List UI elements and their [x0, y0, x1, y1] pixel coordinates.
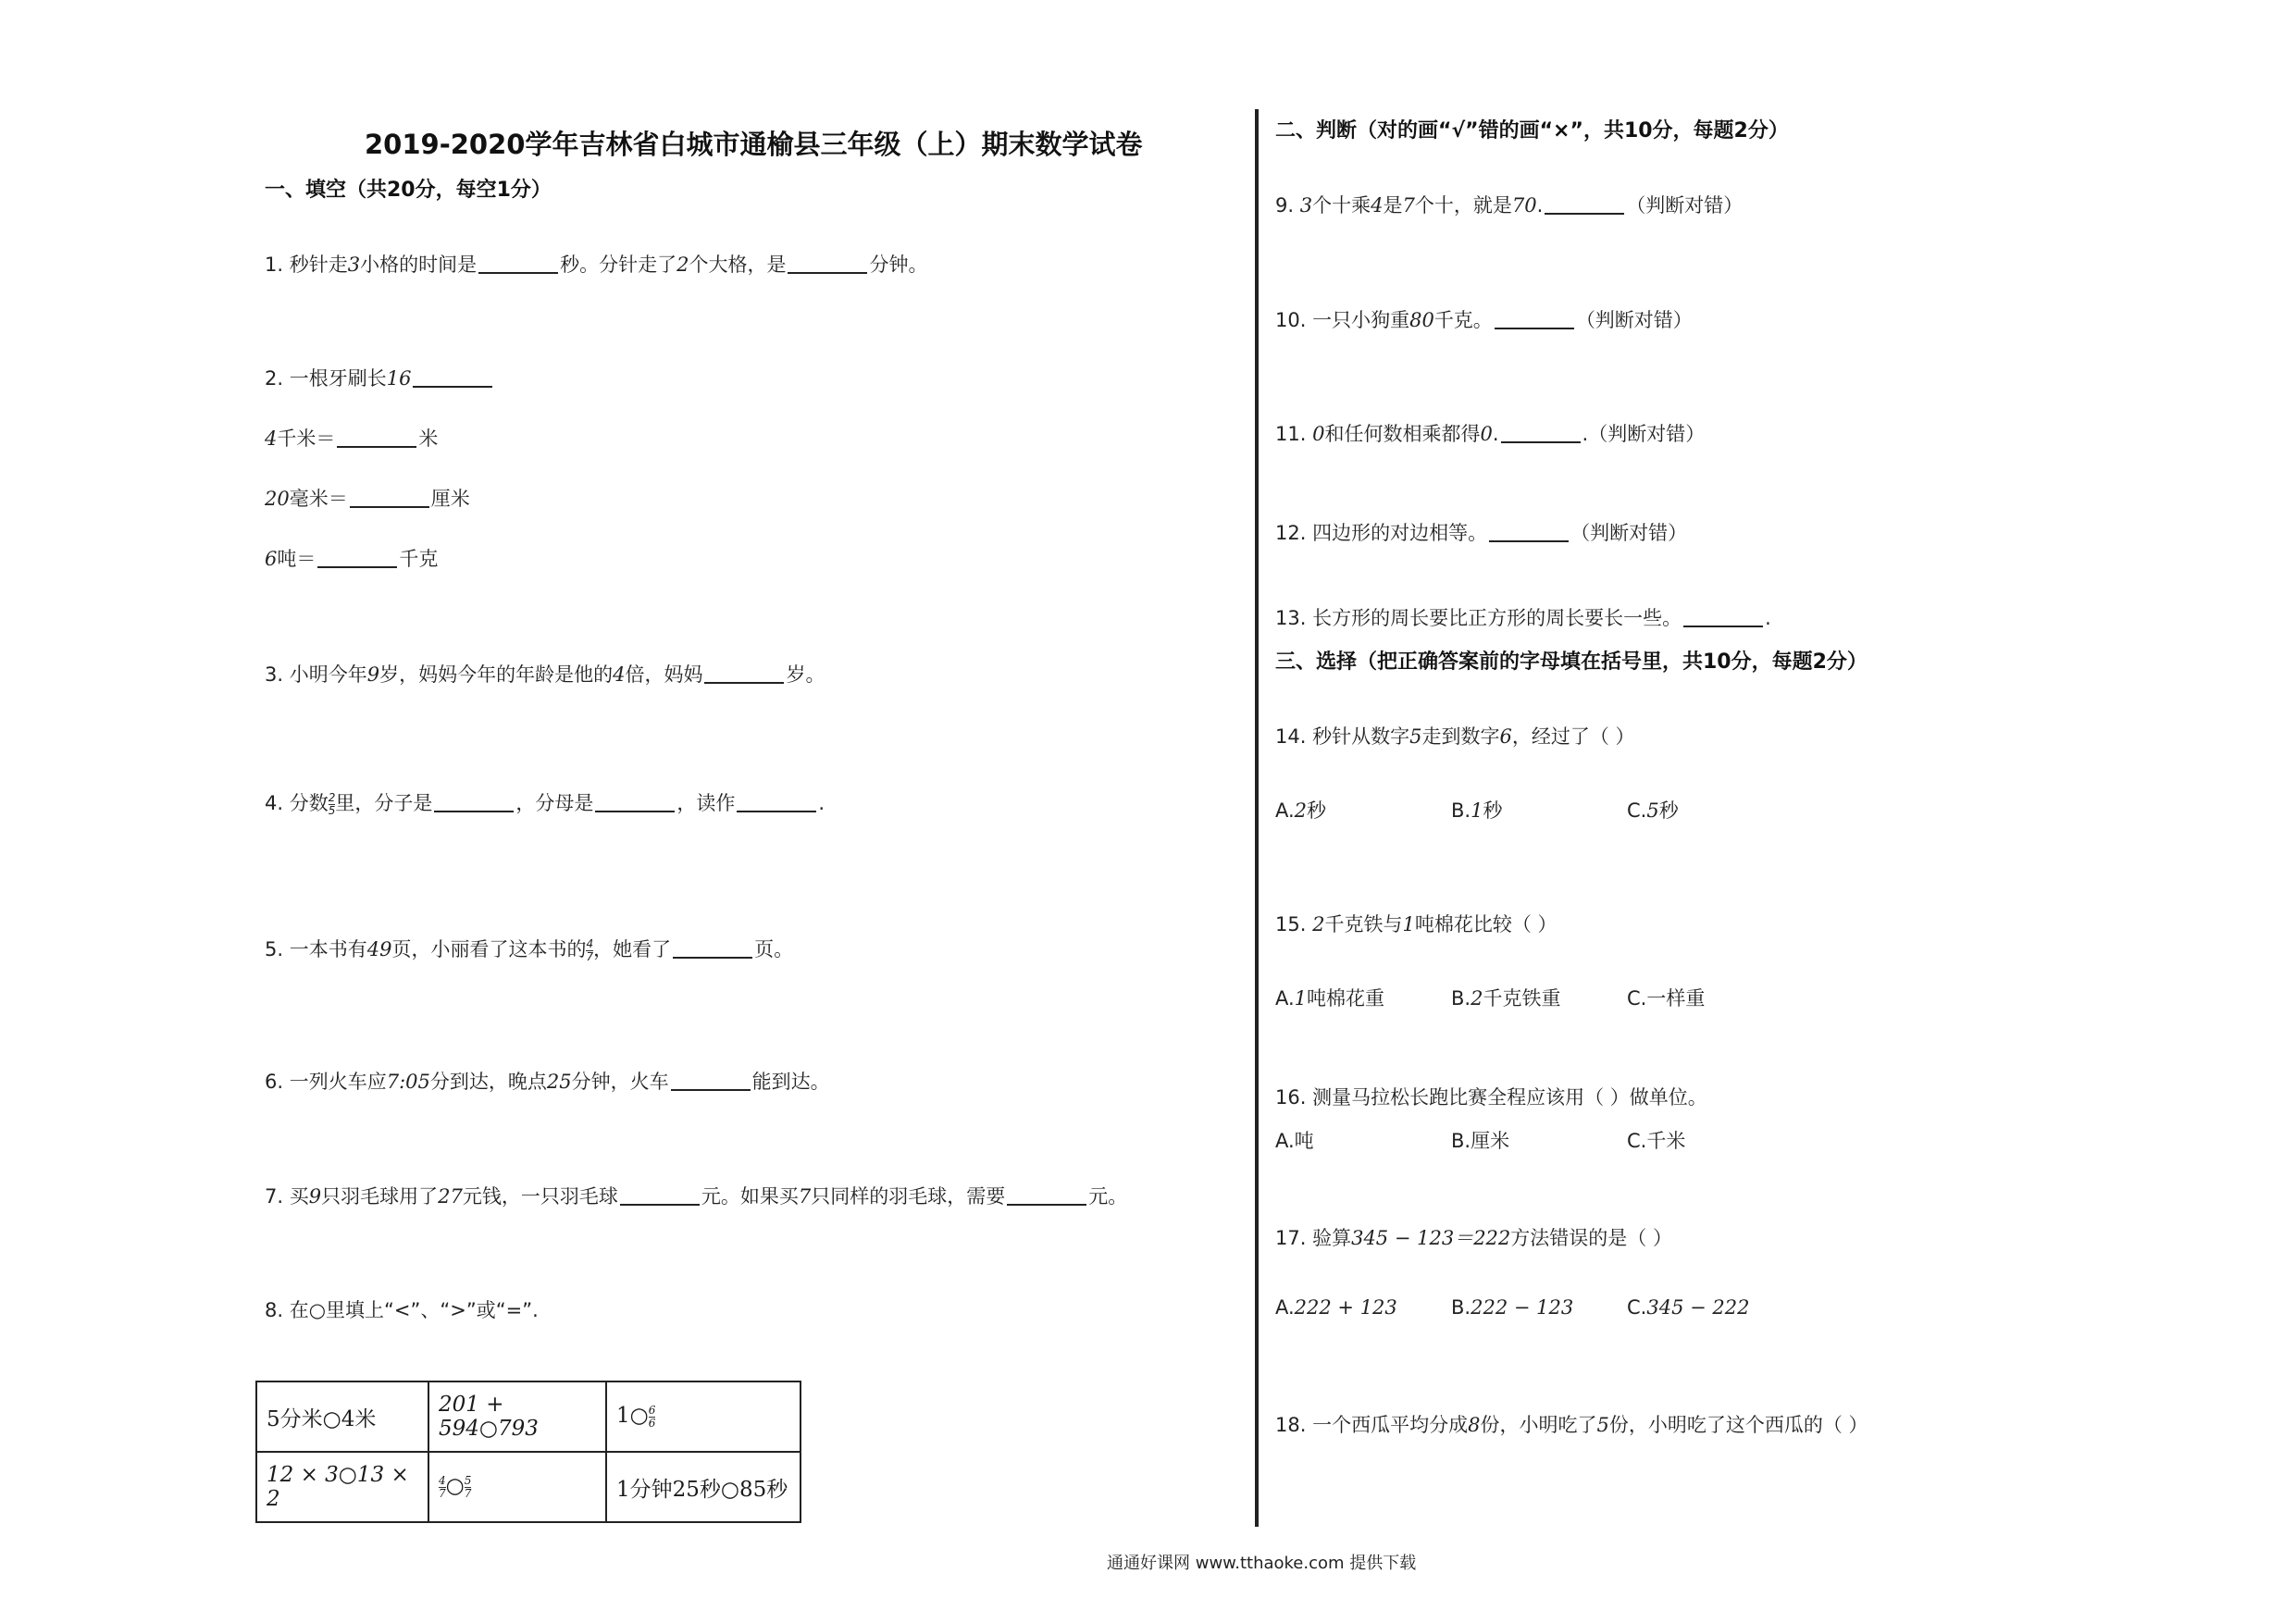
- question-6: 6. 一列火车应7:05分到达，晚点25分钟，火车 能到达。: [265, 1071, 830, 1093]
- question-1: 1. 秒针走3小格的时间是 秒。分针走了2个大格，是 分钟。: [265, 254, 928, 276]
- answer-blank[interactable]: [1495, 308, 1574, 329]
- question-14: 14. 秒针从数字5走到数字6，经过了（ ）: [1275, 725, 1635, 748]
- option-c[interactable]: C.千米: [1627, 1130, 1686, 1152]
- question-2-part-4: 6吨＝ 千克: [265, 548, 439, 570]
- question-5: 5. 一本书有49页，小丽看了这本书的 $\frac{4}{7}$ ，她看了 页。: [265, 936, 794, 963]
- question-9: 9. 3个十乘4是7个十，就是70. （判断对错）: [1275, 194, 1744, 217]
- option-a[interactable]: A.222 + 123: [1275, 1296, 1397, 1319]
- table-cell: $\frac{4}{7}$ ○ $\frac{5}{7}$: [428, 1452, 606, 1522]
- option-b[interactable]: B.2千克铁重: [1451, 987, 1561, 1010]
- answer-blank[interactable]: [595, 791, 675, 812]
- option-a[interactable]: A.吨: [1275, 1130, 1314, 1152]
- answer-blank[interactable]: [413, 366, 492, 388]
- answer-blank[interactable]: [1683, 606, 1763, 627]
- question-11: 11. 0和任何数相乘都得0. .（判断对错）: [1275, 423, 1706, 445]
- fraction: $\frac{2}{5}$: [328, 790, 336, 817]
- question-18: 18. 一个西瓜平均分成8份，小明吃了5份，小明吃了这个西瓜的（ ）: [1275, 1414, 1868, 1436]
- question-7: 7. 买9只羽毛球用了27元钱，一只羽毛球 元。如果买7只同样的羽毛球，需要 元。: [265, 1185, 1128, 1208]
- option-b[interactable]: B.厘米: [1451, 1130, 1510, 1152]
- answer-blank[interactable]: [1489, 521, 1569, 542]
- table-cell: 1分钟25秒○85秒: [606, 1452, 800, 1522]
- answer-blank[interactable]: [673, 937, 752, 959]
- page-title: 2019-2020学年吉林省白城市通榆县三年级（上）期末数学试卷: [365, 129, 1143, 160]
- question-2-part-3: 20毫米＝ 厘米: [265, 488, 470, 510]
- section-2-heading: 二、判断（对的画“√”错的画“×”，共10分，每题2分）: [1275, 119, 1789, 142]
- question-17: 17. 验算345 − 123＝222方法错误的是（ ）: [1275, 1227, 1672, 1249]
- answer-blank[interactable]: [434, 791, 514, 812]
- section-1-heading: 一、填空（共20分，每空1分）: [265, 179, 552, 202]
- option-a[interactable]: A.2秒: [1275, 799, 1327, 822]
- question-10: 10. 一只小狗重80千克。 （判断对错）: [1275, 309, 1693, 331]
- option-b[interactable]: B.222 − 123: [1451, 1296, 1574, 1319]
- table-cell: 1○ $\frac{6}{6}$: [606, 1381, 800, 1452]
- question-12: 12. 四边形的对边相等。 （判断对错）: [1275, 522, 1688, 544]
- answer-blank[interactable]: [620, 1184, 700, 1206]
- option-a[interactable]: A.1吨棉花重: [1275, 987, 1385, 1010]
- page-footer: 通通好课网 www.tthaoke.com 提供下载: [1107, 1554, 1417, 1573]
- answer-blank[interactable]: [788, 253, 867, 274]
- answer-blank[interactable]: [478, 253, 558, 274]
- column-divider: [1255, 109, 1259, 1527]
- answer-blank[interactable]: [1501, 422, 1581, 443]
- section-3-heading: 三、选择（把正确答案前的字母填在括号里，共10分，每题2分）: [1275, 650, 1868, 674]
- answer-blank[interactable]: [317, 547, 397, 568]
- question-3: 3. 小明今年9岁，妈妈今年的年龄是他的4倍，妈妈 岁。: [265, 663, 825, 686]
- answer-blank[interactable]: [337, 427, 416, 448]
- option-c[interactable]: C.一样重: [1627, 987, 1706, 1010]
- option-c[interactable]: C.5秒: [1627, 799, 1679, 822]
- answer-blank[interactable]: [671, 1070, 751, 1091]
- table-cell: 5分米○4米: [256, 1381, 428, 1452]
- question-16: 16. 测量马拉松长跑比赛全程应该用（ ）做单位。: [1275, 1086, 1707, 1109]
- option-b[interactable]: B.1秒: [1451, 799, 1503, 822]
- question-2-part-2: 4千米＝ 米: [265, 427, 439, 450]
- answer-blank[interactable]: [737, 791, 816, 812]
- answer-blank[interactable]: [704, 663, 784, 684]
- answer-blank[interactable]: [350, 487, 429, 508]
- option-c[interactable]: C.345 − 222: [1627, 1296, 1750, 1319]
- answer-blank[interactable]: [1007, 1184, 1086, 1206]
- fraction: $\frac{4}{7}$: [586, 936, 594, 963]
- question-4: 4. 分数 $\frac{2}{5}$ 里，分子是 ，分母是 ，读作 .: [265, 790, 825, 817]
- question-15: 15. 2千克铁与1吨棉花比较（ ）: [1275, 913, 1558, 935]
- table-cell: 201 + 594○793: [428, 1381, 606, 1452]
- answer-blank[interactable]: [1545, 193, 1624, 215]
- question-8: 8. 在○里填上“<”、“>”或“=”.: [265, 1299, 539, 1321]
- comparison-table: [255, 1381, 801, 1523]
- question-13: 13. 长方形的周长要比正方形的周长要长一些。 .: [1275, 607, 1771, 629]
- table-cell: 12 × 3○13 × 2: [256, 1452, 428, 1522]
- question-2: 2. 一根牙刷长16: [265, 364, 494, 391]
